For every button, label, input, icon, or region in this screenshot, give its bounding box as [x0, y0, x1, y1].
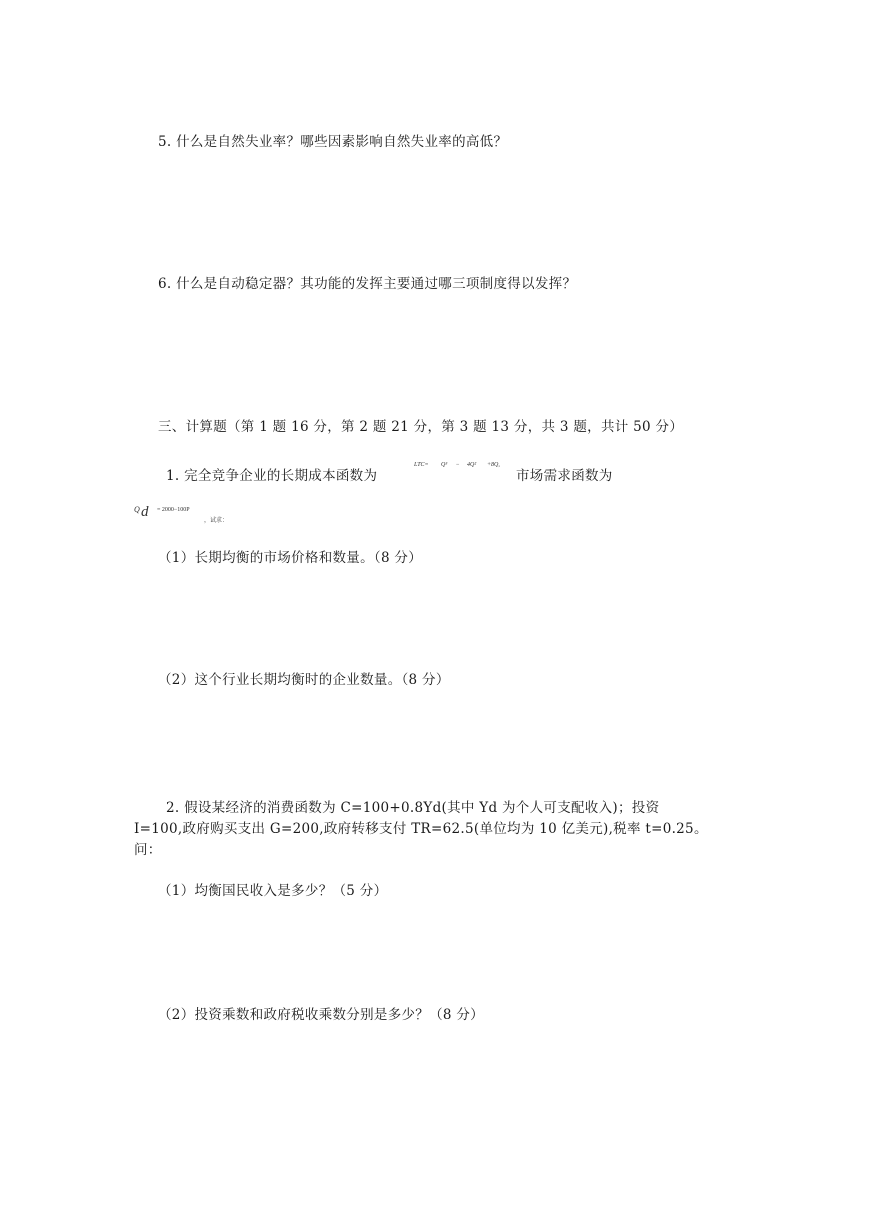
demand-subscript: d [141, 504, 149, 520]
problem-2-line-2: I=100,政府购买支出 G=200,政府转移支付 TR=62.5(单位均为 10 亿美元),税率 t=0.25。 [134, 821, 708, 837]
question-6: 6. 什么是自动稳定器？其功能的发挥主要通过哪三项制度得以发挥？ [158, 276, 577, 292]
demand-tail: ，试求： [204, 518, 229, 524]
problem-2-line-3: 问： [134, 842, 162, 858]
problem-1-sub-2: （2）这个行业长期均衡时的企业数量。（8 分） [158, 672, 450, 688]
problem-1-intro-text-a: 1. 完全竞争企业的长期成本函数为 [166, 468, 378, 484]
problem-2-line-1: 2. 假设某经济的消费函数为 C=100+0.8Yd(其中 Yd 为个人可支配收入)；投资 [166, 800, 660, 816]
ltc-term-3: +8Q, [487, 462, 500, 468]
demand-rhs: = 2000−100P [157, 507, 190, 513]
ltc-lhs: LTC= [414, 462, 429, 468]
ltc-term-2: 4Q² [467, 462, 477, 468]
problem-1-sub-1: （1）长期均衡的市场价格和数量。（8 分） [158, 550, 423, 566]
problem-1-intro-text-b: 市场需求函数为 [516, 468, 613, 484]
problem-2-sub-1: （1）均衡国民收入是多少？（5 分） [158, 883, 388, 899]
problem-2-sub-2: （2）投资乘数和政府税收乘数分别是多少？（8 分） [158, 1007, 484, 1023]
ltc-term-1: Q³ [441, 462, 448, 468]
section-3-heading: 三、计算题（第 1 题 16 分，第 2 题 21 分，第 3 题 13 分，共 3 题，共计 50 分） [158, 419, 684, 435]
ltc-minus: − [456, 462, 460, 468]
question-5: 5. 什么是自然失业率？哪些因素影响自然失业率的高低？ [158, 134, 508, 150]
demand-symbol: Q [134, 505, 140, 514]
